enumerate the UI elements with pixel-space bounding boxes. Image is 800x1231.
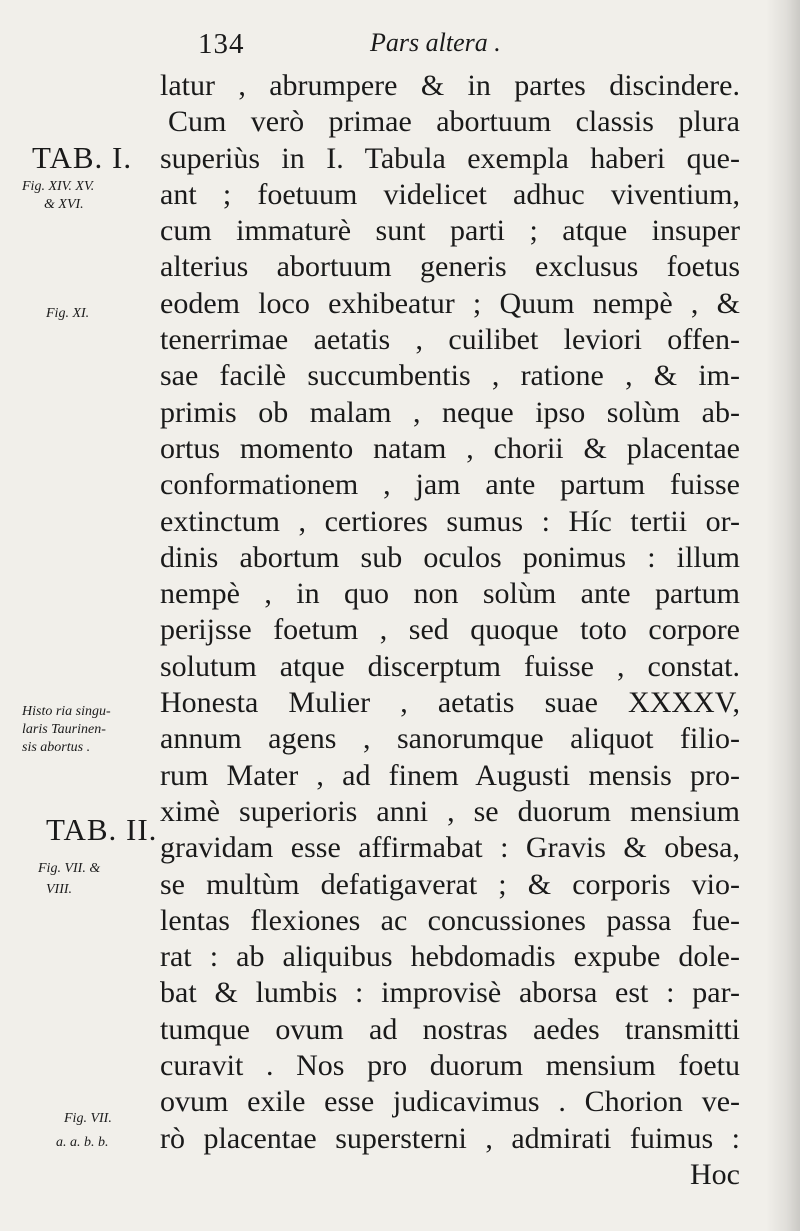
text-line: extinctum , certiores sumus : Híc tertii or- xyxy=(160,504,740,538)
margin-tab-1: TAB. I. xyxy=(32,140,133,175)
text-line: curavit . Nos pro duorum mensium foetu xyxy=(160,1049,740,1083)
text-line: tenerrimae aetatis , cuilibet leviori offen- xyxy=(160,323,740,357)
text-line: ant ; foetuum videlicet adhuc viventium, xyxy=(160,177,740,211)
margin-bottom-fig-line2: a. a. b. b. xyxy=(56,1135,109,1150)
text-line: eodem loco exhibeatur ; Quum nempè , & xyxy=(160,286,740,320)
text-line: se multùm defatigaverat ; & corporis vio- xyxy=(160,867,740,901)
text-line: cum immaturè sunt parti ; atque insuper xyxy=(160,214,740,248)
text-line: nempè , in quo non solùm ante partum xyxy=(160,577,740,611)
margin-historia-line1: Histo ria singu- xyxy=(22,704,111,719)
text-line: sae facilè succumbentis , ratione , & im- xyxy=(160,359,740,393)
text-line: ximè superioris anni , se duorum mensium xyxy=(160,794,740,828)
margin-figs-tab2-line2: VIII. xyxy=(46,882,73,897)
body-text xyxy=(160,68,740,1193)
margin-tab-2: TAB. II. xyxy=(46,812,158,847)
text-line: annum agens , sanorumque aliquot filio- xyxy=(160,722,740,756)
text-line: bat & lumbis : improvisè aborsa est : par- xyxy=(160,976,740,1010)
page-header xyxy=(0,22,800,66)
text-line: perijsse foetum , sed quoque toto corpore xyxy=(160,613,740,647)
text-line: Honesta Mulier , aetatis suae XXXXV, xyxy=(160,686,740,720)
margin-historia-line2: laris Taurinen- xyxy=(22,722,106,737)
catchword: Hoc xyxy=(690,1157,740,1191)
margin-figs-tab1-line1: Fig. XIV. XV. xyxy=(22,179,95,194)
page-number: 134 xyxy=(198,28,245,60)
text-line: lentas flexiones ac concussiones passa fue- xyxy=(160,903,740,937)
margin-fig-xi: Fig. XI. xyxy=(46,306,90,321)
text-line: conformationem , jam ante partum fuisse xyxy=(160,468,740,502)
text-line: tumque ovum ad nostras aedes transmitti xyxy=(160,1012,740,1046)
margin-figs-tab2-line1: Fig. VII. & xyxy=(38,861,101,876)
text-line: gravidam esse affirmabat : Gravis & obesa, xyxy=(160,831,740,865)
margin-figs-tab1-line2: & XVI. xyxy=(44,197,84,212)
running-title: Pars altera . xyxy=(370,28,501,57)
text-line: alterius abortuum generis exclusus foetus xyxy=(160,250,740,284)
text-line: solutum atque discerptum fuisse , constat. xyxy=(160,649,740,683)
text-line: ortus momento natam , chorii & placentae xyxy=(160,431,740,465)
text-line: dinis abortum sub oculos ponimus : illum xyxy=(160,540,740,574)
text-line: rum Mater , ad finem Augusti mensis pro- xyxy=(160,758,740,792)
text-line: rat : ab aliquibus hebdomadis expube dole- xyxy=(160,940,740,974)
text-line: superiùs in I. Tabula exempla haberi que- xyxy=(160,141,740,175)
margin-bottom-fig-line1: Fig. VII. xyxy=(64,1111,112,1126)
text-line: rò placentae supersterni , admirati fuimus : xyxy=(160,1121,740,1155)
margin-historia-line3: sis abortus . xyxy=(22,740,91,755)
text-line: primis ob malam , neque ipso solùm ab- xyxy=(160,395,740,429)
text-line: latur , abrumpere & in partes discindere. xyxy=(160,69,740,102)
page-gutter-shadow xyxy=(766,0,800,1231)
text-line: ovum exile esse judicavimus . Chorion ve- xyxy=(160,1085,740,1119)
text-line: Cum verò primae abortuum classis plura xyxy=(168,105,740,139)
